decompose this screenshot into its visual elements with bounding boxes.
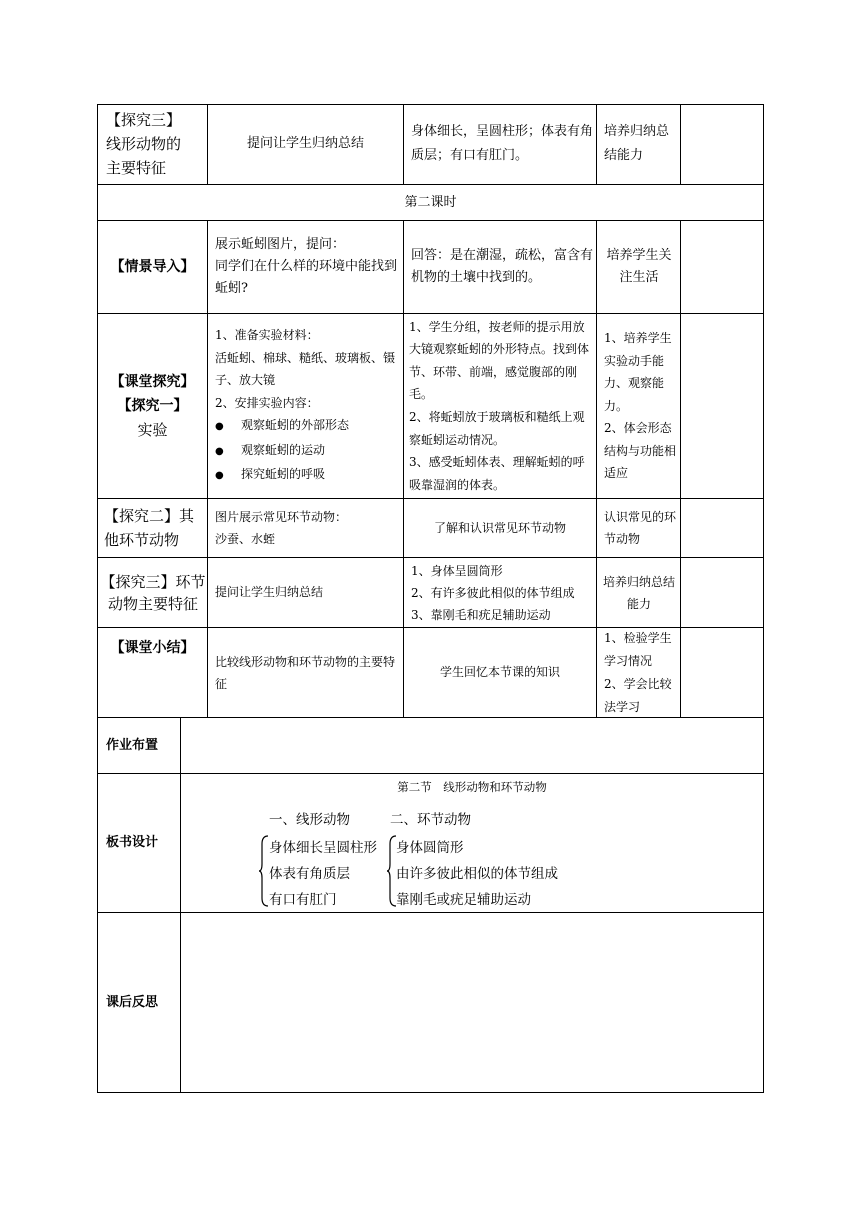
student-activity xyxy=(409,314,594,498)
intent-text: 1、培养学生实验动手能力、观察能力。 xyxy=(604,330,672,413)
student-text: 1、身体呈圆筒形 xyxy=(411,563,503,578)
design-intent xyxy=(604,628,678,717)
intent-text: 2、体会形态结构与功能相适应 xyxy=(604,421,677,481)
step-text: 【课堂探究】 xyxy=(110,374,195,390)
teacher-activity xyxy=(215,558,401,627)
board-label xyxy=(106,774,180,912)
board-left-heading: 一、线形动物 xyxy=(269,812,350,828)
step-text: 【探究一】 xyxy=(117,398,188,414)
board-right-list xyxy=(396,835,558,913)
student-text: 回答：是在潮湿，疏松，富含有机物的土壤中找到的。 xyxy=(411,248,594,285)
teacher-text: 2、安排实验内容： xyxy=(215,395,319,410)
list-item: 靠刚毛或疣足辅助运动 xyxy=(396,892,531,908)
teacher-text: 图片展示常见环节动物： xyxy=(215,510,348,524)
list-item: ● 观察蚯蚓的运动 xyxy=(215,439,401,464)
teacher-text: 提问让学生归纳总结 xyxy=(246,136,364,151)
step-cell xyxy=(98,221,207,313)
intent-text: 2、学会比较法学习 xyxy=(604,676,672,714)
step-text: 【情景导入】 xyxy=(110,259,195,275)
board-right-heading: 二、环节动物 xyxy=(390,812,471,828)
student-text: 3、靠刚毛和疣足辅助运动 xyxy=(411,607,551,622)
student-activity xyxy=(404,628,596,717)
teacher-activity xyxy=(215,314,401,498)
student-text: 了解和认识常见环节动物 xyxy=(433,520,566,535)
teacher-activity xyxy=(208,105,403,183)
list-item: 体表有角质层 xyxy=(269,866,350,882)
student-activity xyxy=(411,105,593,183)
design-intent xyxy=(602,558,676,627)
teacher-activity xyxy=(215,628,401,717)
section-title xyxy=(98,185,763,220)
list-item: 身体圆筒形 xyxy=(396,840,464,856)
step-text: 线形动物的 xyxy=(106,135,182,153)
student-activity xyxy=(411,558,595,627)
experiment-list xyxy=(215,414,401,488)
step-text: 【探究三】 xyxy=(106,111,182,129)
teacher-text: 1、准备实验材料： xyxy=(215,327,319,342)
board-label-text: 板书设计 xyxy=(106,835,159,850)
student-activity xyxy=(411,221,593,313)
step-text: 【探究三】环节动物主要特征 xyxy=(100,572,206,613)
teacher-text: 提问让学生归纳总结 xyxy=(215,585,324,599)
intent-text: 培养归纳总结能力 xyxy=(602,574,675,611)
student-text: 2、将蚯蚓放于玻璃板和糙纸上观察蚯蚓运动情况。 xyxy=(409,410,585,447)
board-title: 第二节 线形动物和环节动物 xyxy=(397,780,547,794)
intent-text: 认识常见的环节动物 xyxy=(604,510,677,546)
teacher-text: 比较线形动物和环节动物的主要特征 xyxy=(215,654,396,691)
teacher-text: 沙蚕、水蛭 xyxy=(215,532,276,546)
design-intent xyxy=(604,314,678,498)
design-intent xyxy=(604,105,678,183)
design-intent xyxy=(604,499,678,557)
intent-text: 培养学生关注生活 xyxy=(606,248,672,285)
teacher-text: 展示蚯蚓图片，提问： xyxy=(215,237,346,252)
teacher-text: 活蚯蚓、棉球、糙纸、玻璃板、镊子、放大镜 xyxy=(215,350,396,388)
step-cell xyxy=(106,106,206,182)
teacher-activity xyxy=(215,221,401,313)
step-text: 【课堂小结】 xyxy=(110,640,195,656)
student-text: 3、感受蚯蚓体表、理解蚯蚓的呼吸靠湿润的体表。 xyxy=(409,455,585,492)
list-item: 由许多彼此相似的体节组成 xyxy=(396,866,558,882)
reflection-label xyxy=(106,913,180,1092)
board-left-list xyxy=(269,835,377,913)
step-cell xyxy=(98,314,207,498)
student-text: 学生回忆本节课的知识 xyxy=(439,665,560,679)
reflection-label-text: 课后反思 xyxy=(106,994,159,1010)
intent-text: 1、检验学生学习情况 xyxy=(604,630,672,668)
step-cell xyxy=(104,499,206,557)
homework-label xyxy=(106,718,180,773)
step-text: 主要特征 xyxy=(106,159,167,177)
design-intent xyxy=(602,221,676,313)
step-text: 【探究二】其他环节动物 xyxy=(104,507,195,549)
list-item: ● 观察蚯蚓的外部形态 xyxy=(215,414,401,439)
student-activity xyxy=(404,499,596,557)
student-text: 身体细长，呈圆柱形；体表有角质层；有口有肛门。 xyxy=(411,124,594,163)
list-item: 有口有肛门 xyxy=(269,892,337,908)
step-cell xyxy=(98,628,207,668)
reflection-content xyxy=(188,913,758,1092)
student-text: 2、有许多彼此相似的体节组成 xyxy=(411,585,575,600)
homework-content xyxy=(188,718,758,773)
step-cell xyxy=(100,558,206,627)
intent-text: 培养归纳总结能力 xyxy=(604,124,670,163)
teacher-text: 同学们在什么样的环境中能找到蚯蚓? xyxy=(215,259,398,296)
teacher-activity xyxy=(215,499,401,557)
student-text: 1、学生分组，按老师的提示用放大镜观察蚯蚓的外形特点。找到体节、环带、前端，感觉腹部的刚毛。 xyxy=(409,319,590,402)
section-title-text: 第二课时 xyxy=(404,194,457,210)
list-item: ● 探究蚯蚓的呼吸 xyxy=(215,463,401,488)
homework-label-text: 作业布置 xyxy=(106,737,159,753)
step-text: 实验 xyxy=(137,421,168,439)
list-item: 身体细长呈圆柱形 xyxy=(269,840,377,856)
